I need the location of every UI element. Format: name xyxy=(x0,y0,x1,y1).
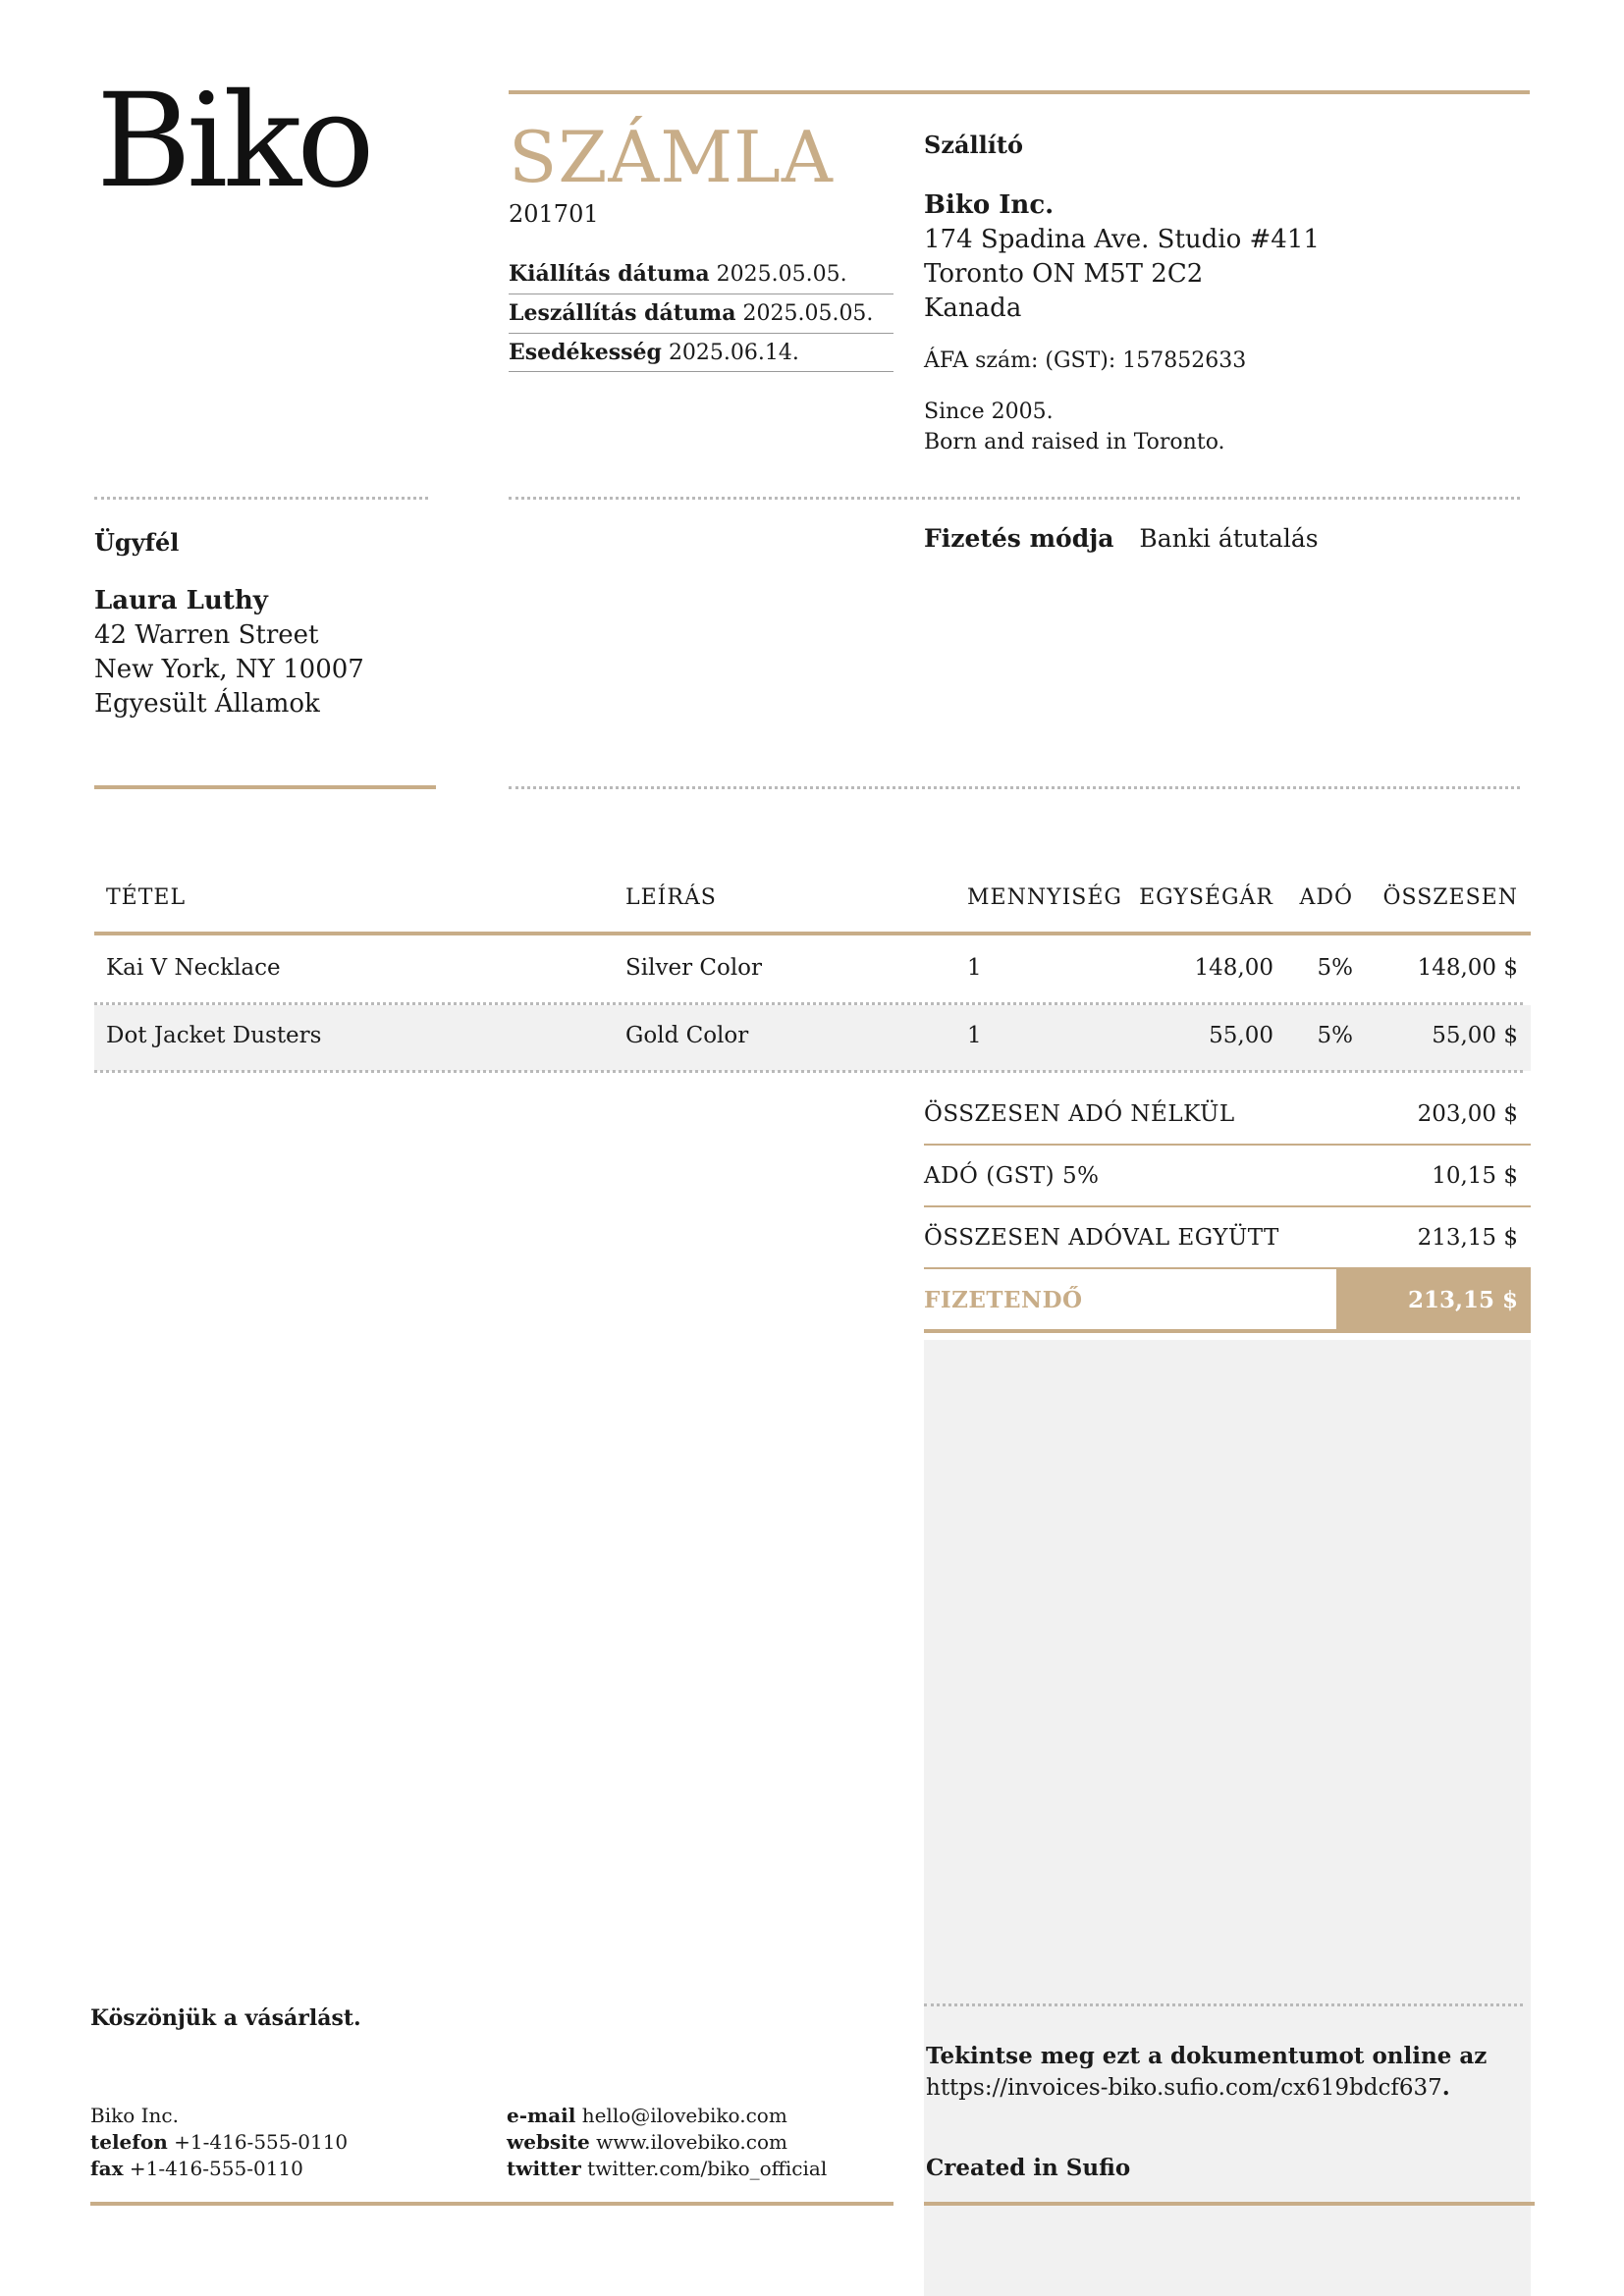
client-heading: Ügyfél xyxy=(94,528,180,557)
subtotal-value: 203,00 $ xyxy=(1417,1101,1518,1127)
twitter-link[interactable]: twitter.com/biko_official xyxy=(587,2157,828,2180)
dotted-divider xyxy=(509,786,1520,789)
payment-method-label: Fizetés módja xyxy=(924,524,1114,553)
tax-label: ADÓ (GST) 5% xyxy=(924,1163,1100,1189)
totals-divider xyxy=(924,1205,1531,1207)
document-title: SZÁMLA xyxy=(509,116,834,198)
payment-method-value: Banki átutalás xyxy=(1139,524,1319,553)
online-view-link-line xyxy=(926,2074,1450,2101)
amount-due-label: FIZETENDŐ xyxy=(924,1287,1083,1313)
col-header-description: LEÍRÁS xyxy=(625,885,717,910)
client-address-line: New York, NY 10007 xyxy=(94,655,364,684)
divider xyxy=(509,333,893,334)
fax-value: +1-416-555-0110 xyxy=(129,2157,303,2180)
phone-value: +1-416-555-0110 xyxy=(174,2130,349,2154)
dotted-divider xyxy=(509,497,1520,500)
payment-method xyxy=(924,524,1319,553)
footer-website xyxy=(507,2129,787,2156)
summary-panel-background xyxy=(924,1340,1531,2296)
dotted-divider xyxy=(924,2003,1523,2006)
online-view-link-period: . xyxy=(1441,2074,1450,2101)
supplier-vat: ÁFA szám: (GST): 157852633 xyxy=(924,348,1247,373)
total-with-tax-value: 213,15 $ xyxy=(1417,1225,1518,1251)
footer-phone xyxy=(90,2129,348,2156)
online-view-link[interactable]: https://invoices-biko.sufio.com/cx619bdcf637 xyxy=(926,2075,1442,2101)
totals-divider xyxy=(924,1144,1531,1146)
due-date xyxy=(509,340,893,365)
fax-label: fax xyxy=(90,2157,124,2180)
item-unit-price: 55,00 xyxy=(1209,1023,1273,1048)
item-tax: 5% xyxy=(1317,1023,1353,1048)
thank-you-note: Köszönjük a vásárlást. xyxy=(90,2005,361,2031)
divider xyxy=(509,371,893,372)
twitter-label: twitter xyxy=(507,2157,581,2180)
supplier-note-line: Since 2005. xyxy=(924,400,1054,424)
dotted-divider xyxy=(94,497,428,500)
delivery-date-label: Leszállítás dátuma xyxy=(509,300,736,326)
total-with-tax-label: ÖSSZESEN ADÓVAL EGYÜTT xyxy=(924,1225,1279,1251)
amount-due-value: 213,15 $ xyxy=(1407,1287,1518,1313)
issue-date-value: 2025.05.05. xyxy=(716,262,847,287)
footer-company: Biko Inc. xyxy=(90,2104,179,2127)
subtotal-label: ÖSSZESEN ADÓ NÉLKÜL xyxy=(924,1101,1235,1127)
supplier-heading: Szállító xyxy=(924,131,1023,159)
col-header-quantity: MENNYISÉG xyxy=(967,885,1123,910)
col-header-item: TÉTEL xyxy=(106,885,187,910)
email-link[interactable]: hello@ilovebiko.com xyxy=(581,2104,787,2127)
footer-rule xyxy=(90,2202,893,2206)
item-quantity: 1 xyxy=(967,1023,982,1048)
client-address-line: Egyesült Államok xyxy=(94,689,320,719)
table-row xyxy=(94,935,1531,1003)
due-date-label: Esedékesség xyxy=(509,340,662,365)
website-label: website xyxy=(507,2130,590,2154)
item-total: 55,00 $ xyxy=(1432,1023,1518,1048)
col-header-tax: ADÓ xyxy=(1299,885,1353,910)
due-date-value: 2025.06.14. xyxy=(668,341,799,365)
created-in-sufio: Created in Sufio xyxy=(926,2155,1131,2181)
item-description: Gold Color xyxy=(625,1023,749,1048)
issue-date-label: Kiállítás dátuma xyxy=(509,261,710,287)
invoice-number: 201701 xyxy=(509,200,599,228)
supplier-address-line: Toronto ON M5T 2C2 xyxy=(924,259,1204,289)
item-tax: 5% xyxy=(1317,955,1353,981)
amount-due-rule xyxy=(924,1329,1531,1333)
item-quantity: 1 xyxy=(967,955,982,981)
supplier-name: Biko Inc. xyxy=(924,190,1055,220)
footer-rule xyxy=(924,2202,1535,2206)
company-logo: Biko xyxy=(96,66,370,217)
footer-email xyxy=(507,2103,787,2129)
item-name: Dot Jacket Dusters xyxy=(106,1023,322,1048)
header-rule xyxy=(509,90,1530,94)
item-name: Kai V Necklace xyxy=(106,955,281,981)
row-divider xyxy=(94,1070,1523,1073)
client-address-line: 42 Warren Street xyxy=(94,620,319,650)
item-unit-price: 148,00 xyxy=(1194,955,1273,981)
delivery-date-value: 2025.05.05. xyxy=(742,301,874,326)
supplier-address-line: 174 Spadina Ave. Studio #411 xyxy=(924,225,1320,254)
delivery-date xyxy=(509,300,893,326)
footer-twitter xyxy=(507,2156,827,2182)
footer-fax xyxy=(90,2156,303,2182)
online-view-text: Tekintse meg ezt a dokumentumot online az xyxy=(926,2043,1488,2069)
supplier-note-line: Born and raised in Toronto. xyxy=(924,430,1225,454)
supplier-address-line: Kanada xyxy=(924,294,1022,323)
item-total: 148,00 $ xyxy=(1417,955,1518,981)
tax-value: 10,15 $ xyxy=(1432,1163,1518,1189)
item-description: Silver Color xyxy=(625,955,763,981)
phone-label: telefon xyxy=(90,2130,168,2154)
client-rule xyxy=(94,785,436,789)
col-header-unit-price: EGYSÉGÁR xyxy=(1139,885,1273,910)
client-name: Laura Luthy xyxy=(94,586,268,615)
email-label: e-mail xyxy=(507,2104,576,2127)
issue-date xyxy=(509,261,893,287)
col-header-total: ÖSSZESEN xyxy=(1382,885,1518,910)
website-link[interactable]: www.ilovebiko.com xyxy=(596,2130,787,2154)
